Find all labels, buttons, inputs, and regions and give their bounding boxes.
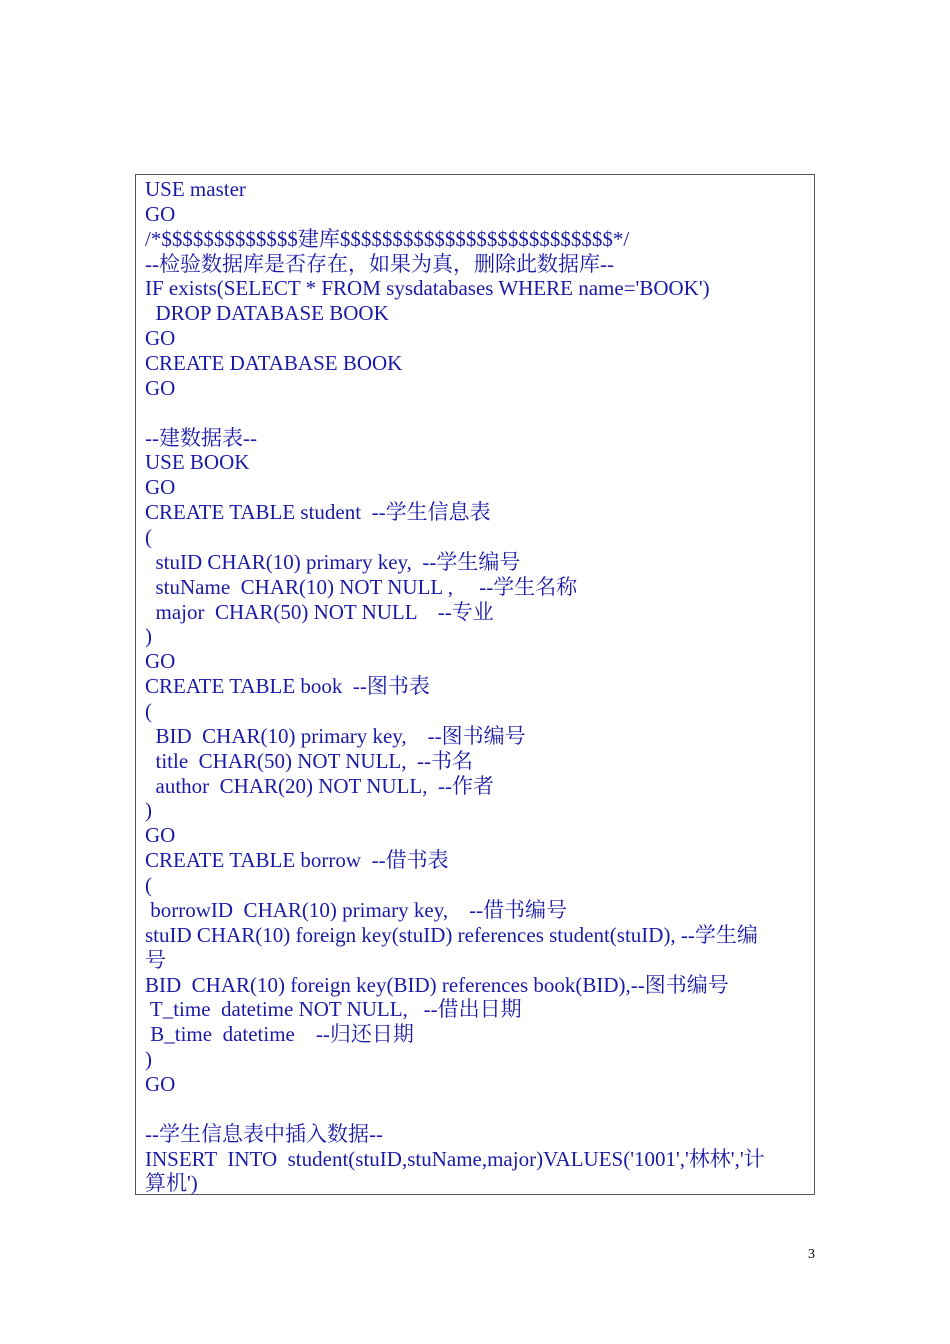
code-line: 号 [145, 947, 166, 972]
code-line: --检验数据库是否存在，如果为真，删除此数据库-- [145, 251, 614, 276]
code-line: GO [145, 375, 176, 400]
code-line: GO [145, 823, 176, 848]
code-line: stuName CHAR(10) NOT NULL , --学生名称 [145, 574, 578, 599]
code-line: major CHAR(50) NOT NULL --专业 [145, 599, 494, 624]
code-line: IF exists(SELECT * FROM sysdatabases WHERE name='BOOK') [145, 276, 710, 301]
code-line: BID CHAR(10) primary key, --图书编号 [145, 723, 526, 748]
code-line: CREATE DATABASE BOOK [145, 351, 403, 376]
code-line: /*$$$$$$$$$$$$$建库$$$$$$$$$$$$$$$$$$$$$$$$$$*/ [145, 226, 630, 251]
page-number: 3 [808, 1247, 815, 1262]
code-line: INSERT INTO student(stuID,stuName,major)VALUES('1001','林林','计 [145, 1146, 765, 1171]
code-line: ( [145, 699, 152, 724]
code-line: stuID CHAR(10) primary key, --学生编号 [145, 549, 521, 574]
sql-code-box [135, 174, 815, 1195]
code-line: borrowID CHAR(10) primary key, --借书编号 [145, 897, 568, 922]
code-line: author CHAR(20) NOT NULL, --作者 [145, 773, 494, 798]
code-line: title CHAR(50) NOT NULL, --书名 [145, 748, 473, 773]
code-line: CREATE TABLE borrow --借书表 [145, 848, 449, 873]
code-line: GO [145, 649, 176, 674]
code-line: --学生信息表中插入数据-- [145, 1121, 383, 1146]
code-line: GO [145, 475, 176, 500]
code-lines [145, 177, 809, 1196]
code-line: DROP DATABASE BOOK [145, 301, 389, 326]
code-line: USE BOOK [145, 450, 250, 475]
code-line: BID CHAR(10) foreign key(BID) references book(BID),--图书编号 [145, 972, 729, 997]
code-line [145, 401, 809, 426]
code-line: T_time datetime NOT NULL, --借出日期 [145, 997, 522, 1022]
code-line: --建数据表-- [145, 425, 257, 450]
code-line: ) [145, 624, 152, 649]
code-line: GO [145, 1071, 176, 1096]
code-line: ) [145, 798, 152, 823]
code-line: 算机') [145, 1171, 198, 1196]
code-line: ) [145, 1047, 152, 1072]
code-line: USE master [145, 177, 246, 201]
code-line: CREATE TABLE student --学生信息表 [145, 500, 491, 525]
code-line: ( [145, 525, 152, 550]
code-line [145, 1097, 809, 1122]
code-line: CREATE TABLE book --图书表 [145, 674, 430, 699]
code-line: GO [145, 201, 176, 226]
code-line: ( [145, 873, 152, 898]
code-line: B_time datetime --归还日期 [145, 1022, 414, 1047]
code-line: stuID CHAR(10) foreign key(stuID) references student(stuID), --学生编 [145, 922, 758, 947]
code-line: GO [145, 326, 176, 351]
